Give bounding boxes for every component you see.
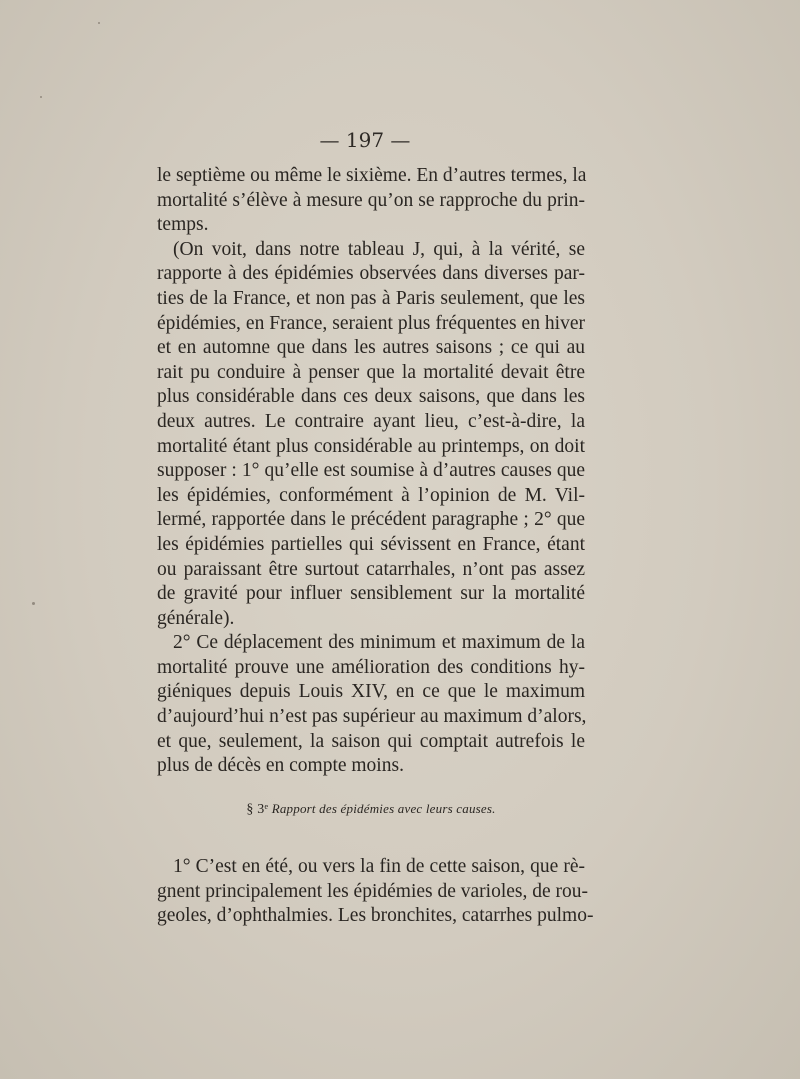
text-line: rapporte à des épidémies observées dans diverses par- (157, 263, 585, 285)
text-line: d’aujourd’hui n’est pas supérieur au maximum d’alors, (157, 706, 587, 728)
text-line: ou paraissant être surtout catarrhales, n’ont pas assez (157, 558, 585, 580)
text-line: mortalité étant plus considérable au printemps, on doit (157, 435, 585, 457)
section-title: Rapport des épidémies avec leurs causes. (271, 801, 496, 816)
text-line: (On voit, dans notre tableau J, qui, à la vérité, se (173, 238, 585, 260)
text-line: temps. (157, 214, 209, 236)
paper-speck (40, 96, 42, 98)
text-line: 1° C’est en été, ou vers la fin de cette saison, que rè- (173, 856, 585, 877)
text-line: rait pu conduire à penser que la mortalité devait être (157, 361, 585, 383)
text-line: les épidémies, conformément à l’opinion de M. Vil- (157, 484, 585, 506)
text-line: et en automne que dans les autres saisons ; ce qui au (157, 337, 585, 359)
text-line: et que, seulement, la saison qui comptait autrefois le (157, 730, 585, 752)
text-line: de gravité pour influer sensiblement sur la mortalité (157, 583, 585, 605)
section-number: § 3ᵉ (246, 802, 269, 817)
text-line: geoles, d’ophthalmies. Les bronchites, catarrhes pulmo- (157, 905, 594, 927)
text-line: épidémies, en France, seraient plus fréquentes en hiver (157, 312, 585, 334)
text-line: mortalité s’élève à mesure qu’on se rapproche du prin- (157, 189, 585, 211)
section-heading (157, 801, 585, 818)
text-line: supposer : 1° qu’elle est soumise à d’autres causes que (157, 460, 585, 482)
text-line: les épidémies partielles qui sévissent en France, étant (157, 533, 585, 555)
text-line: deux autres. Le contraire ayant lieu, c’est-à-dire, la (157, 410, 585, 432)
text-line: plus considérable dans ces deux saisons, que dans les (157, 386, 585, 408)
text-line: lermé, rapportée dans le précédent paragraphe ; 2° que (157, 509, 585, 531)
main-text-block (157, 164, 585, 779)
page-number: — 197 — (319, 128, 411, 152)
text-line: plus de décès en compte moins. (157, 755, 404, 777)
text-line: giéniques depuis Louis XIV, en ce que le maximum (157, 681, 585, 703)
text-line: gnent principalement les épidémies de varioles, de rou- (157, 880, 589, 902)
text-line: le septième ou même le sixième. En d’autres termes, la (157, 165, 587, 186)
section-text-block (157, 855, 594, 929)
paper-speck (32, 602, 35, 605)
text-line: générale). (157, 607, 235, 629)
text-line: ties de la France, et non pas à Paris seulement, que les (157, 287, 585, 309)
text-line: mortalité prouve une amélioration des conditions hy- (157, 656, 585, 678)
paper-speck (98, 22, 100, 24)
text-line: 2° Ce déplacement des minimum et maximum de la (173, 632, 585, 654)
